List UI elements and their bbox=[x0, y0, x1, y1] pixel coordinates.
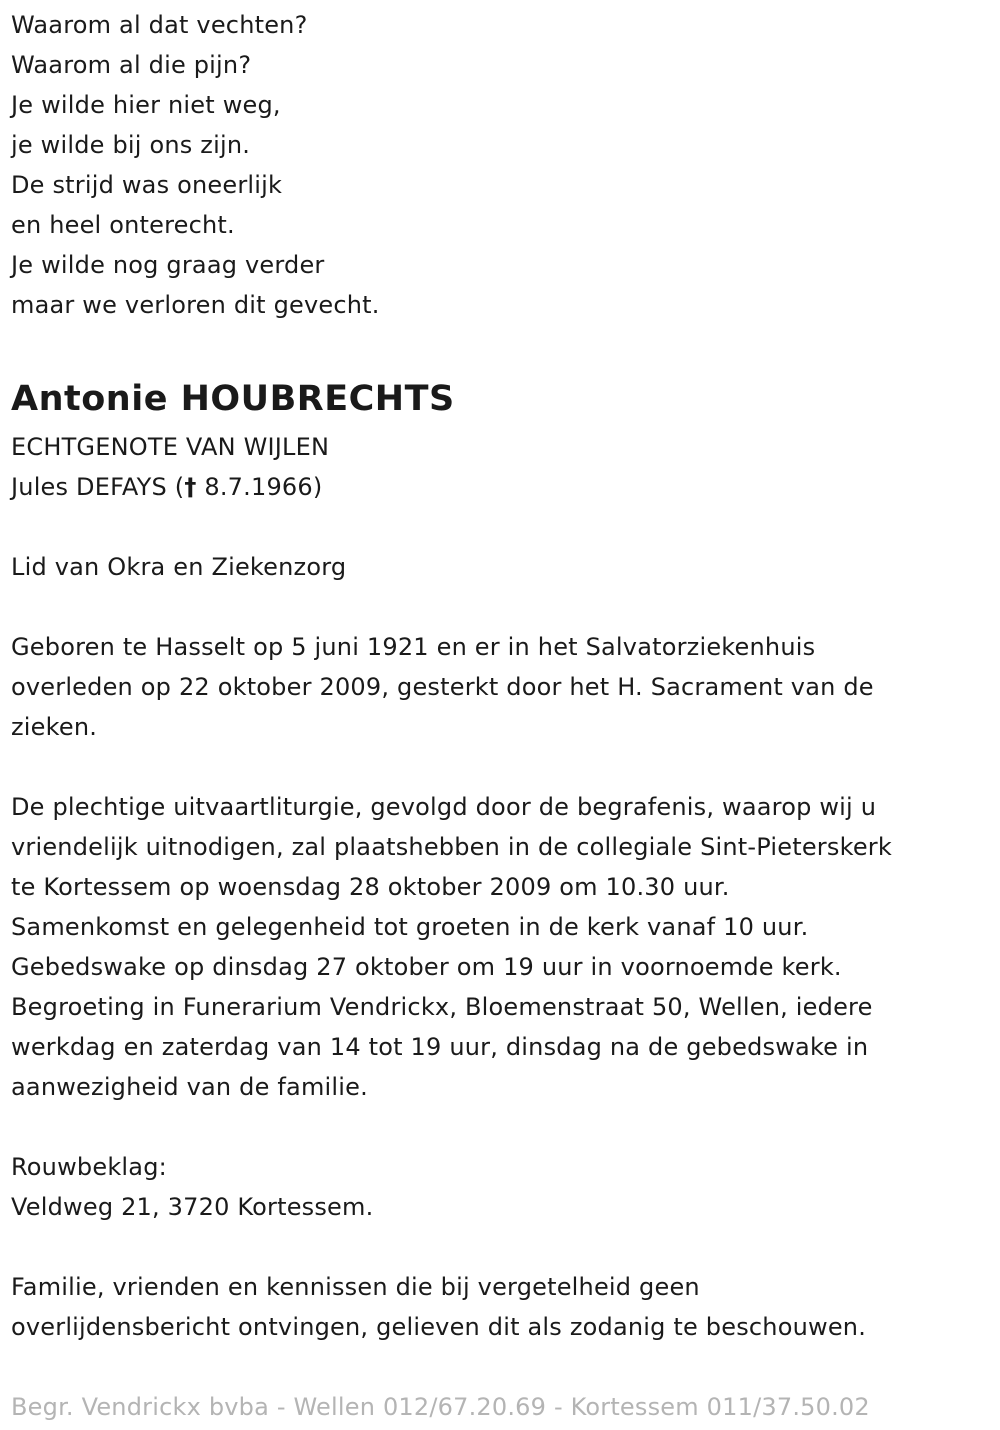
spouse-name: Jules DEFAYS ( bbox=[11, 473, 185, 501]
paragraph-line: overlijdensbericht ontvingen, gelieven dit als zodanig te beschouwen. bbox=[11, 1313, 867, 1341]
spacer bbox=[11, 507, 986, 547]
obituary-document bbox=[11, 5, 986, 1427]
condolences-label: Rouwbeklag: bbox=[11, 1153, 167, 1181]
relation-label: ECHTGENOTE VAN WIJLEN bbox=[11, 433, 330, 461]
paragraph-line: De plechtige uitvaartliturgie, gevolgd door de begrafenis, waarop wij u bbox=[11, 793, 877, 821]
poem-line: Je wilde nog graag verder bbox=[11, 251, 325, 279]
spouse-death-date: 8.7.1966) bbox=[196, 473, 323, 501]
paragraph-line: vriendelijk uitnodigen, zal plaatshebben in de collegiale Sint-Pieterskerk bbox=[11, 833, 892, 861]
cross-icon: † bbox=[184, 473, 197, 501]
poem-line: De strijd was oneerlijk bbox=[11, 171, 283, 199]
paragraph-line: aanwezigheid van de familie. bbox=[11, 1073, 368, 1101]
paragraph-line: overleden op 22 oktober 2009, gesterkt door het H. Sacrament van de bbox=[11, 673, 874, 701]
paragraph-line: Samenkomst en gelegenheid tot groeten in de kerk vanaf 10 uur. bbox=[11, 913, 809, 941]
paragraph-line: werkdag en zaterdag van 14 tot 19 uur, dinsdag na de gebedswake in bbox=[11, 1033, 869, 1061]
paragraph-line: Gebedswake op dinsdag 27 oktober om 19 uur in voornoemde kerk. bbox=[11, 953, 842, 981]
poem-line: Waarom al die pijn? bbox=[11, 51, 252, 79]
paragraph-line: Familie, vrienden en kennissen die bij vergetelheid geen bbox=[11, 1273, 700, 1301]
spacer bbox=[11, 587, 986, 627]
paragraph-line: zieken. bbox=[11, 713, 98, 741]
spacer bbox=[11, 1347, 986, 1387]
poem-line: maar we verloren dit gevecht. bbox=[11, 291, 380, 319]
poem-line: je wilde bij ons zijn. bbox=[11, 131, 251, 159]
membership: Lid van Okra en Ziekenzorg bbox=[11, 553, 347, 581]
condolences-address: Veldweg 21, 3720 Kortessem. bbox=[11, 1193, 374, 1221]
deceased-name: Antonie HOUBRECHTS bbox=[11, 379, 455, 419]
condolences bbox=[11, 1147, 986, 1227]
funeral-paragraph bbox=[11, 787, 986, 1107]
spouse-line bbox=[11, 467, 986, 507]
paragraph-line: te Kortessem op woensdag 28 oktober 2009 om 10.30 uur. bbox=[11, 873, 730, 901]
spacer bbox=[11, 1107, 986, 1147]
notice-paragraph bbox=[11, 1267, 986, 1347]
paragraph-line: Geboren te Hasselt op 5 juni 1921 en er in het Salvatorziekenhuis bbox=[11, 633, 816, 661]
poem-line: Waarom al dat vechten? bbox=[11, 11, 308, 39]
poem bbox=[11, 5, 986, 325]
spacer bbox=[11, 747, 986, 787]
spacer bbox=[11, 1227, 986, 1267]
poem-line: en heel onterecht. bbox=[11, 211, 235, 239]
funeral-home-footer: Begr. Vendrickx bvba - Wellen 012/67.20.69 - Kortessem 011/37.50.02 bbox=[11, 1393, 870, 1421]
birth-death-paragraph bbox=[11, 627, 986, 747]
poem-line: Je wilde hier niet weg, bbox=[11, 91, 281, 119]
paragraph-line: Begroeting in Funerarium Vendrickx, Bloemenstraat 50, Wellen, iedere bbox=[11, 993, 873, 1021]
